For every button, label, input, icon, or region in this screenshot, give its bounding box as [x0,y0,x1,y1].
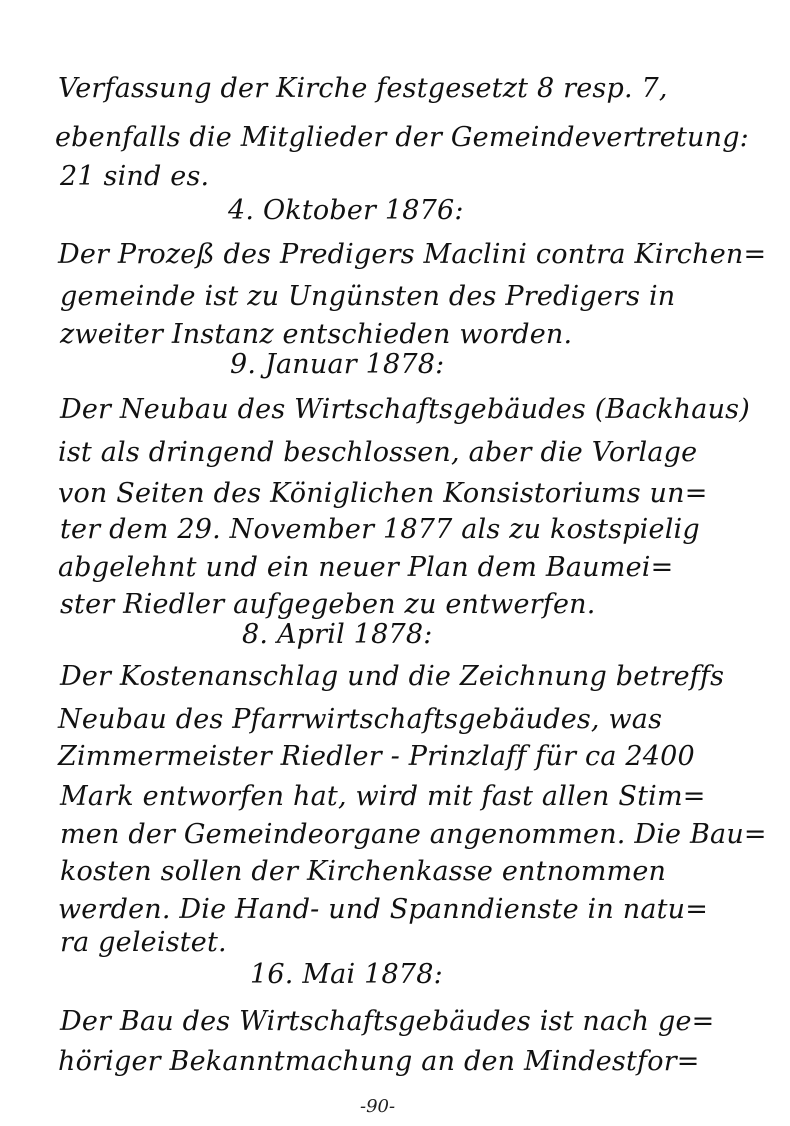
text-line-9: Der Neubau des Wirtschaftsgebäudes (Backhaus) [60,394,750,425]
text-line-5: Der Prozeß des Predigers Maclini contra Kirchen= [58,239,767,270]
text-line-2: ebenfalls die Mitglieder der Gemeindevertretung: [55,122,749,153]
text-line-20: men der Gemeindeorgane angenommen. Die Bau= [60,819,767,850]
text-line-6: gemeinde ist zu Ungünsten des Predigers in [60,281,676,312]
text-line-26: höriger Bekanntmachung an den Mindestfor= [58,1046,700,1077]
text-line-21: kosten sollen der Kirchenkasse entnommen [60,856,667,887]
text-line-19: Mark entworfen hat, wird mit fast allen Stim= [60,781,706,812]
text-line-3: 21 sind es. [60,161,210,192]
text-line-13: abgelehnt und ein neuer Plan dem Baumei= [58,552,674,583]
date-heading-2: 9. Januar 1878: [230,349,445,380]
text-line-16: Der Kostenanschlag und die Zeichnung betreffs [60,661,725,692]
page-number: -90- [360,1096,396,1117]
text-line-25: Der Bau des Wirtschaftsgebäudes ist nach ge= [60,1006,715,1037]
text-line-12: ter dem 29. November 1877 als zu kostspielig [60,514,700,545]
date-heading-4: 16. Mai 1878: [250,959,443,990]
date-heading-3: 8. April 1878: [242,619,433,650]
text-line-11: von Seiten des Königlichen Konsistoriums un= [58,478,708,509]
text-line-18: Zimmermeister Riedler - Prinzlaff für ca 2400 [58,741,695,772]
date-heading-1: 4. Oktober 1876: [228,195,464,226]
text-line-10: ist als dringend beschlossen, aber die Vorlage [58,437,698,468]
text-line-7: zweiter Instanz entschieden worden. [60,319,573,350]
text-line-22: werden. Die Hand- und Spanndienste in natu= [58,894,709,925]
text-line-17: Neubau des Pfarrwirtschaftsgebäudes, was [58,704,663,735]
text-line-14: ster Riedler aufgegeben zu entwerfen. [60,589,596,620]
text-line-23: ra geleistet. [60,927,227,958]
text-line-1: Verfassung der Kirche festgesetzt 8 resp. 7, [58,73,668,104]
